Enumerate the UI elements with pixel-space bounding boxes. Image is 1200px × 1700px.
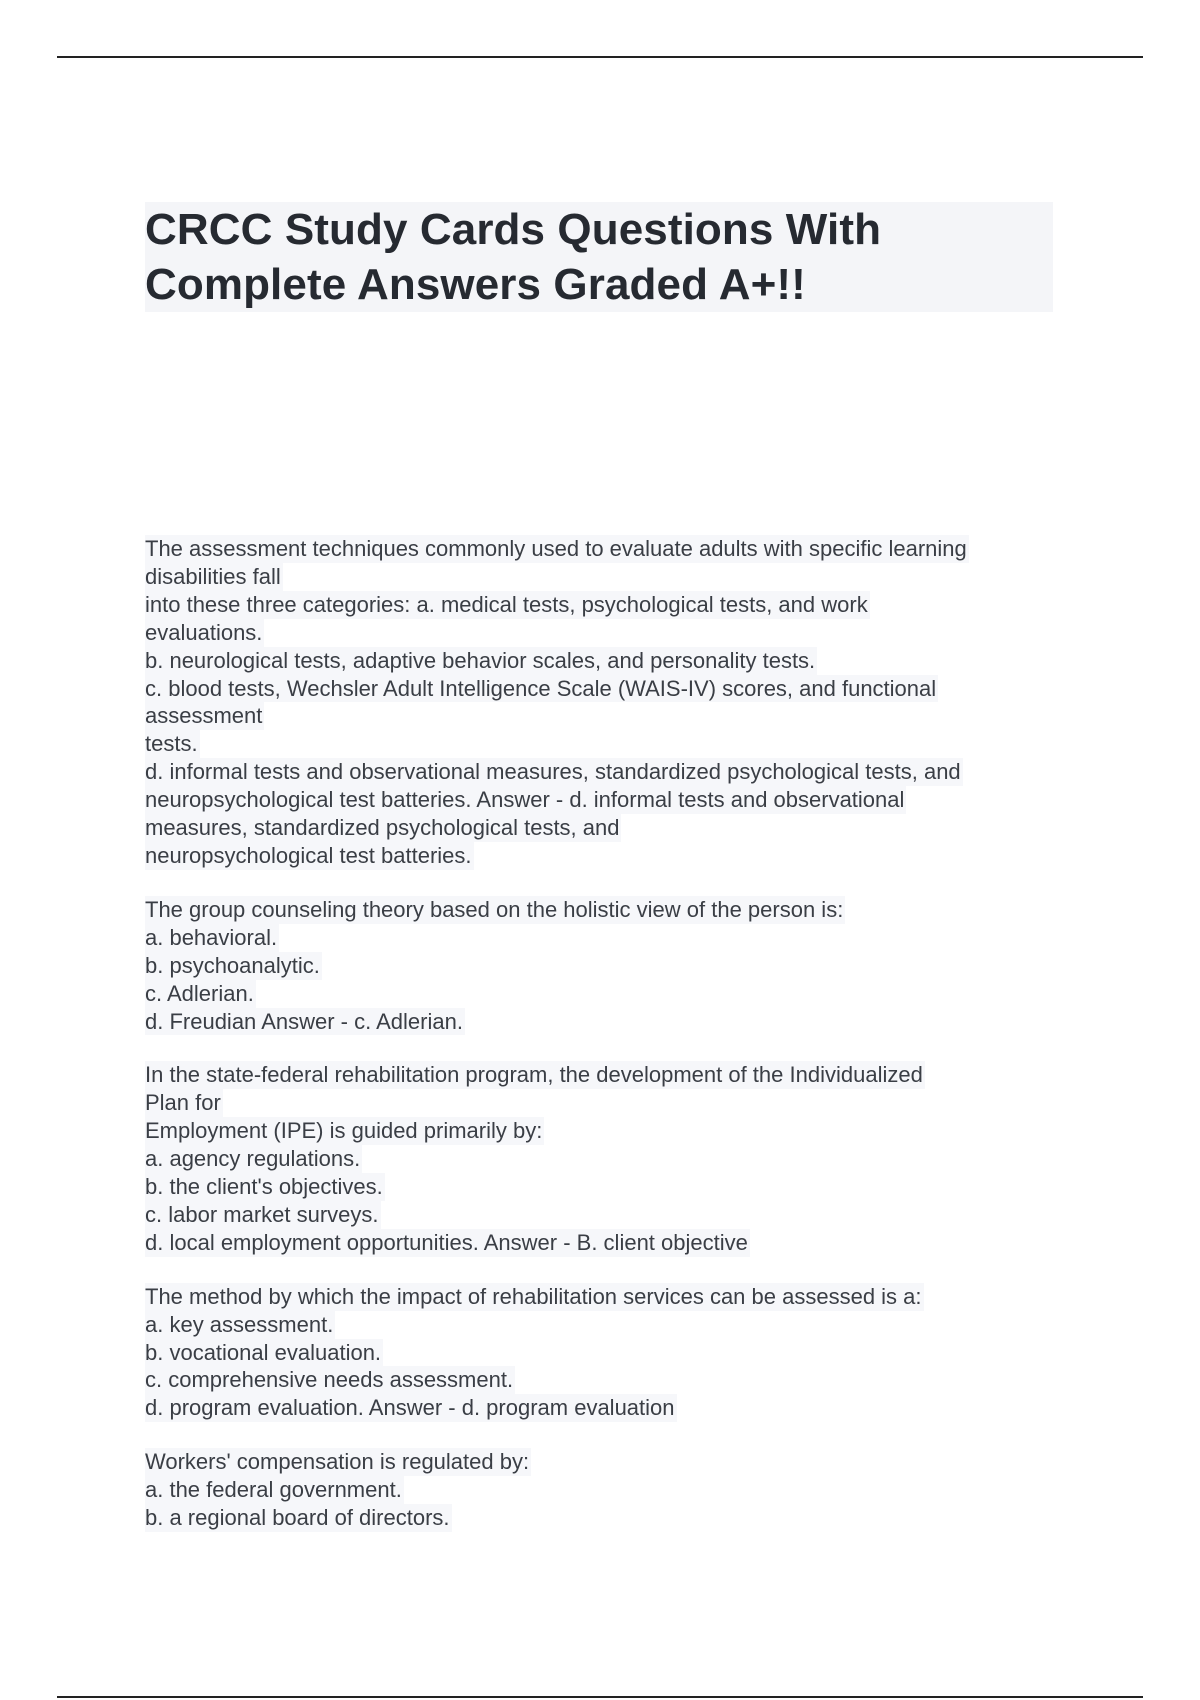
text-line: In the state-federal rehabilitation program, the development of the Individualized	[145, 1062, 923, 1088]
text-line: The assessment techniques commonly used to evaluate adults with specific learning	[145, 536, 967, 561]
text-line: Plan for	[145, 1090, 221, 1116]
text-line: tests.	[145, 731, 198, 757]
text-line: neuropsychological test batteries.	[145, 842, 472, 868]
text-line: a. behavioral.	[145, 924, 278, 950]
text-line: b. a regional board of directors.	[145, 1505, 450, 1531]
page-title	[145, 202, 1053, 312]
text-line: c. labor market surveys.	[145, 1201, 379, 1227]
qa-list	[145, 535, 1065, 1532]
title-line-1: CRCC Study Cards Questions With	[145, 205, 882, 254]
text-line: disabilities fall	[145, 563, 281, 589]
text-line: evaluations.	[145, 619, 263, 645]
text-line: measures, standardized psychological tests, and	[145, 815, 620, 841]
text-line: c. Adlerian.	[145, 980, 254, 1006]
text-line: b. psychoanalytic.	[145, 952, 320, 978]
footer-rule	[57, 1696, 1143, 1698]
text-line: The method by which the impact of rehabilitation services can be assessed is a:	[145, 1283, 922, 1309]
text-line: The group counseling theory based on the holistic view of the person is:	[145, 896, 844, 922]
text-line: into these three categories: a. medical tests, psychological tests, and work	[145, 591, 868, 617]
qa-item	[145, 1448, 1065, 1532]
text-line: neuropsychological test batteries. Answer - d. informal tests and observational	[145, 787, 905, 813]
text-line: b. the client's objectives.	[145, 1174, 383, 1200]
text-line: assessment	[145, 703, 263, 729]
text-line: c. comprehensive needs assessment.	[145, 1367, 514, 1393]
qa-item	[145, 1283, 1065, 1423]
text-line: d. Freudian Answer - c. Adlerian.	[145, 1008, 463, 1034]
text-line: d. informal tests and observational measures, standardized psychological tests, and	[145, 759, 961, 785]
qa-item	[145, 535, 1065, 870]
qa-item	[145, 1061, 1065, 1256]
text-line: Employment (IPE) is guided primarily by:	[145, 1118, 543, 1144]
qa-item	[145, 896, 1065, 1036]
title-line-2: Complete Answers Graded A+!!	[145, 260, 806, 309]
text-line: c. blood tests, Wechsler Adult Intelligence Scale (WAIS-IV) scores, and functional	[145, 675, 937, 701]
text-line: a. key assessment.	[145, 1311, 334, 1337]
text-line: b. neurological tests, adaptive behavior scales, and personality tests.	[145, 647, 816, 673]
text-line: d. local employment opportunities. Answer - B. client objective	[145, 1229, 748, 1255]
text-line: b. vocational evaluation.	[145, 1339, 382, 1365]
header-rule	[57, 56, 1143, 58]
text-line: a. the federal government.	[145, 1477, 402, 1503]
text-line: d. program evaluation. Answer - d. program evaluation	[145, 1395, 675, 1421]
text-line: Workers' compensation is regulated by:	[145, 1449, 530, 1475]
text-line: a. agency regulations.	[145, 1146, 361, 1172]
